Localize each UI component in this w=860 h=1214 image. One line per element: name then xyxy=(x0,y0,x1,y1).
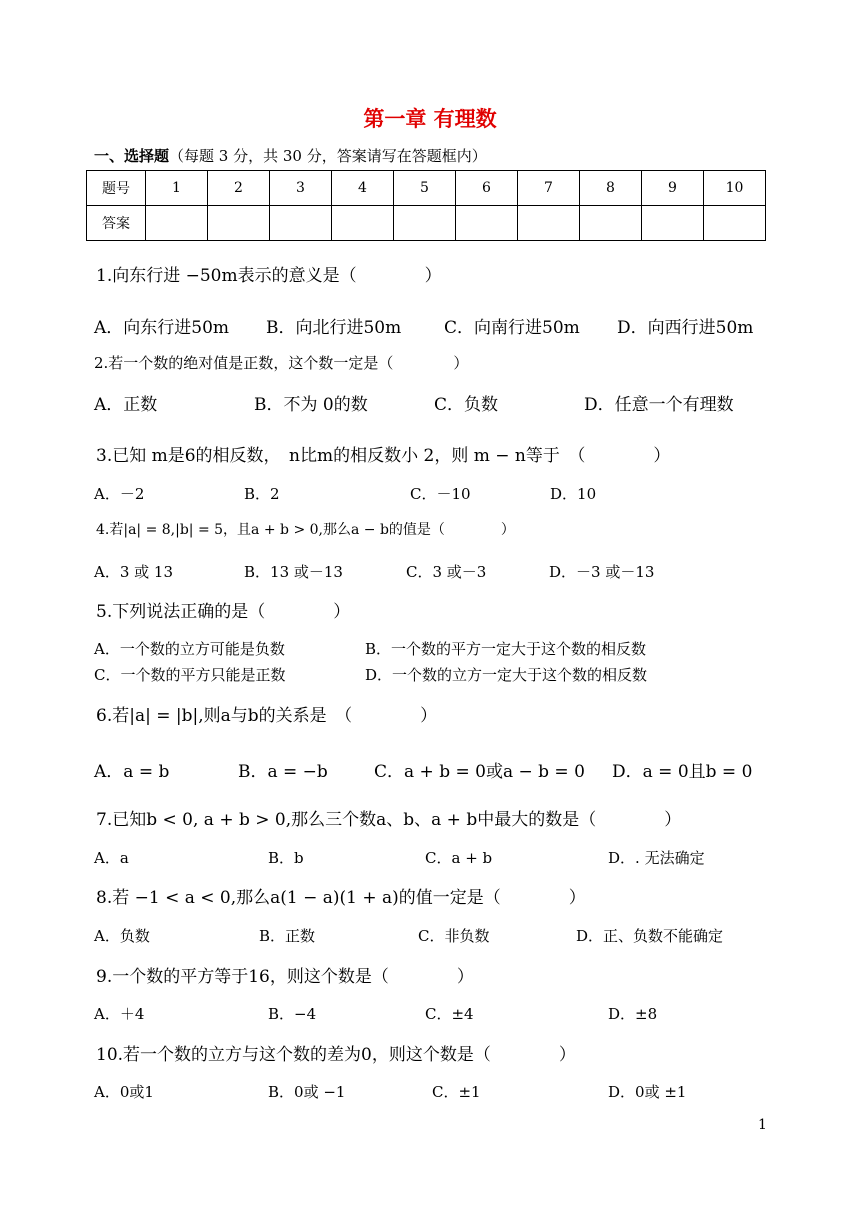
answer-cell[interactable] xyxy=(394,206,456,241)
answer-row xyxy=(87,206,766,241)
q2-option-d: D．任意一个有理数 xyxy=(584,395,734,415)
q2-option-b: B．不为 0的数 xyxy=(254,395,368,415)
q10-option-d: D．0或 ±1 xyxy=(608,1083,687,1101)
answer-cell[interactable] xyxy=(518,206,580,241)
q8-option-a: A．负数 xyxy=(94,927,150,945)
question-1-stem: 1.向东行进 −50m表示的意义是（ ） xyxy=(96,266,442,286)
question-10-stem: 10.若一个数的立方与这个数的差为0，则这个数是（ ） xyxy=(96,1045,576,1065)
q1-option-a: A．向东行进50m xyxy=(94,318,230,338)
q3-option-b: B．2 xyxy=(244,485,280,503)
q9-option-c: C．±4 xyxy=(425,1005,474,1023)
q10-option-a: A．0或1 xyxy=(94,1083,154,1101)
page-number: 1 xyxy=(758,1117,767,1133)
q6-option-d: D．a = 0且b = 0 xyxy=(612,762,753,782)
q1-option-c: C．向南行进50m xyxy=(444,318,580,338)
question-9-stem: 9.一个数的平方等于16，则这个数是（ ） xyxy=(96,967,474,987)
q8-option-d: D．正、负数不能确定 xyxy=(576,927,724,945)
answer-table xyxy=(86,170,766,241)
answer-cell[interactable] xyxy=(456,206,518,241)
q5-option-c: C．一个数的平方只能是正数 xyxy=(94,666,286,684)
q8-option-c: C．非负数 xyxy=(418,927,490,945)
q6-option-c: C．a + b = 0或a − b = 0 xyxy=(374,762,585,782)
row-header-answer: 答案 xyxy=(87,206,146,241)
question-6-stem: 6.若|a| = |b|,则a与b的关系是 （ ） xyxy=(96,706,438,726)
number-cell: 10 xyxy=(704,171,766,206)
number-cell: 6 xyxy=(456,171,518,206)
q10-option-c: C．±1 xyxy=(432,1083,481,1101)
page-title: 第一章 有理数 xyxy=(363,106,497,131)
q4-option-d: D．－3 或－13 xyxy=(549,563,655,581)
answer-cell[interactable] xyxy=(208,206,270,241)
number-cell: 1 xyxy=(146,171,208,206)
answer-cell[interactable] xyxy=(580,206,642,241)
q5-option-a: A．一个数的立方可能是负数 xyxy=(94,640,285,658)
number-cell: 3 xyxy=(270,171,332,206)
q1-option-d: D．向西行进50m xyxy=(617,318,754,338)
question-number-row xyxy=(87,171,766,206)
q5-option-b: B．一个数的平方一定大于这个数的相反数 xyxy=(365,640,647,658)
answer-cell[interactable] xyxy=(704,206,766,241)
q10-option-b: B．0或 −1 xyxy=(268,1083,346,1101)
number-cell: 9 xyxy=(642,171,704,206)
question-3-stem: 3.已知 m是6的相反数， n比m的相反数小 2，则 m − n等于 （ ） xyxy=(96,446,671,466)
q7-option-b: B．b xyxy=(268,849,304,867)
q6-option-b: B．a = −b xyxy=(238,762,328,782)
answer-cell[interactable] xyxy=(332,206,394,241)
q9-option-d: D．±8 xyxy=(608,1005,658,1023)
q3-option-c: C．－10 xyxy=(410,485,471,503)
q2-option-c: C．负数 xyxy=(434,395,499,415)
question-8-stem: 8.若 −1 < a < 0,那么a(1 − a)(1 + a)的值一定是（ ） xyxy=(96,888,586,908)
q4-option-c: C．3 或－3 xyxy=(406,563,487,581)
answer-cell[interactable] xyxy=(146,206,208,241)
number-cell: 8 xyxy=(580,171,642,206)
question-2-stem: 2.若一个数的绝对值是正数，这个数一定是（ ） xyxy=(94,354,469,372)
q4-option-b: B．13 或－13 xyxy=(244,563,343,581)
q8-option-b: B．正数 xyxy=(259,927,316,945)
row-header-number: 题号 xyxy=(87,171,146,206)
number-cell: 7 xyxy=(518,171,580,206)
q9-option-b: B．−4 xyxy=(268,1005,317,1023)
question-4-stem: 4.若|a| = 8,|b| = 5，且a + b > 0,那么a − b的值是（ ） xyxy=(96,522,515,538)
section-label: 一、选择题 xyxy=(94,147,170,165)
q7-option-c: C．a + b xyxy=(425,849,493,867)
q2-option-a: A．正数 xyxy=(94,395,158,415)
q6-option-a: A．a = b xyxy=(94,762,170,782)
section-note: （每题 3 分，共 30 分，答案请写在答题框内） xyxy=(169,147,487,165)
number-cell: 2 xyxy=(208,171,270,206)
q5-option-d: D．一个数的立方一定大于这个数的相反数 xyxy=(365,666,648,684)
number-cell: 5 xyxy=(394,171,456,206)
q3-option-d: D．10 xyxy=(550,485,597,503)
q1-option-b: B．向北行进50m xyxy=(266,318,402,338)
question-7-stem: 7.已知b < 0, a + b > 0,那么三个数a、b、a + b中最大的数是（ ） xyxy=(96,810,682,830)
q7-option-a: A．a xyxy=(94,849,129,867)
answer-cell[interactable] xyxy=(642,206,704,241)
q7-option-d: D．. 无法确定 xyxy=(608,849,705,867)
q4-option-a: A．3 或 13 xyxy=(94,563,173,581)
section-heading xyxy=(94,145,487,166)
question-5-stem: 5.下列说法正确的是（ ） xyxy=(96,602,351,622)
number-cell: 4 xyxy=(332,171,394,206)
q9-option-a: A．＋4 xyxy=(94,1005,145,1023)
answer-cell[interactable] xyxy=(270,206,332,241)
q3-option-a: A．－2 xyxy=(94,485,145,503)
